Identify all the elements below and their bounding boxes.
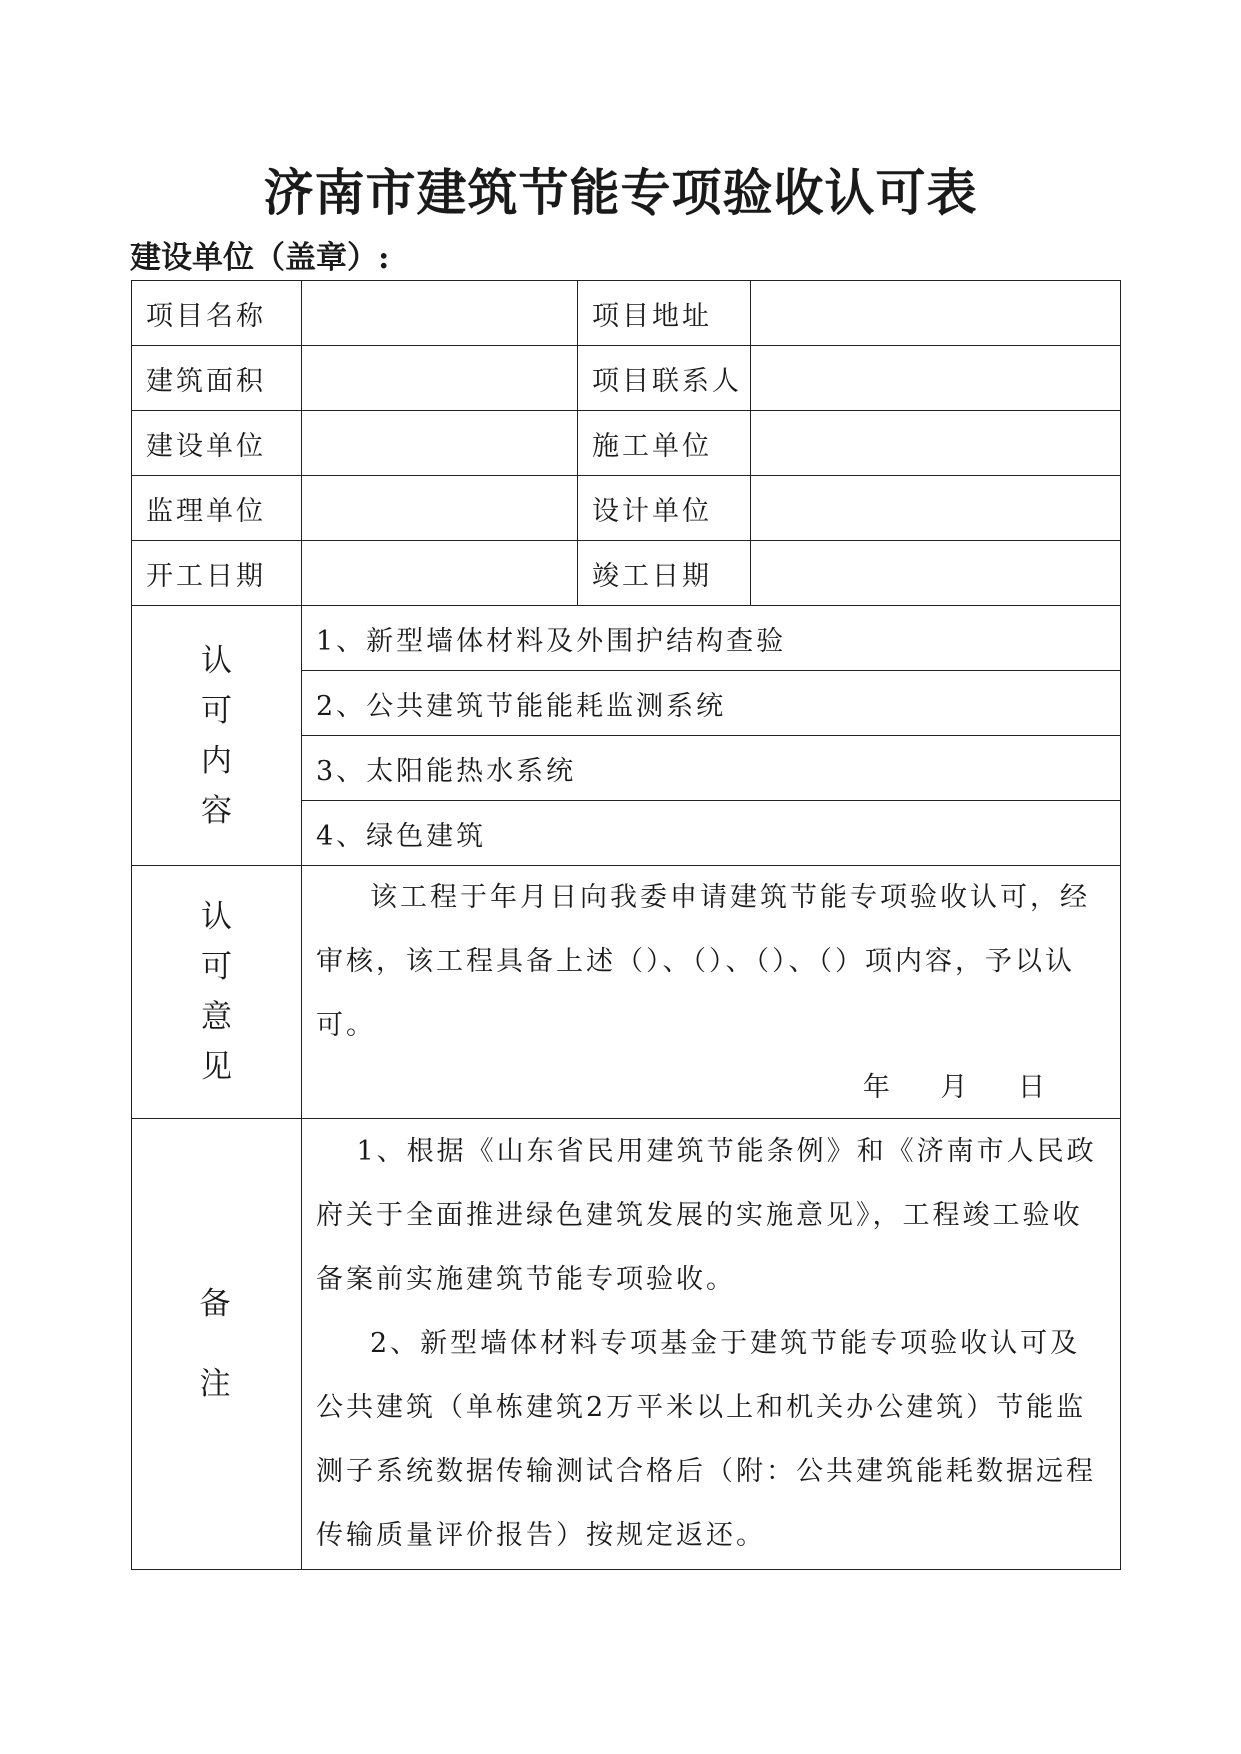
table-row: [132, 606, 1121, 671]
approval-opinion-text: 该工程于年月日向我委申请建筑节能专项验收认可，经审核，该工程具备上述（）、（）、（）、（）项内容，予以认可。: [316, 882, 1090, 1041]
table-row: [132, 346, 1121, 411]
design-unit-label: 设计单位: [578, 476, 751, 541]
construction-unit-field[interactable]: [302, 411, 578, 476]
table-row: [132, 541, 1121, 606]
start-date-field[interactable]: [302, 541, 578, 606]
date-year: 年: [862, 1072, 893, 1103]
acceptance-form-table: [131, 280, 1121, 1570]
content-item[interactable]: 4、绿色建筑: [302, 801, 1121, 866]
completion-date-label: 竣工日期: [578, 541, 751, 606]
supervision-unit-label: 监理单位: [132, 476, 302, 541]
start-date-label: 开工日期: [132, 541, 302, 606]
project-address-field[interactable]: [751, 281, 1121, 346]
remark-2: 2、新型墙体材料专项基金于建筑节能专项验收认可及公共建筑（单栋建筑2万平米以上和机关办公建筑）节能监测子系统数据传输测试合格后（附：公共建筑能耗数据远程传输质量评价报告）按规定返还。: [316, 1328, 1096, 1551]
content-item[interactable]: 2、公共建筑节能能耗监测系统: [302, 671, 1121, 736]
completion-date-field[interactable]: [751, 541, 1121, 606]
table-row: [132, 411, 1121, 476]
builder-unit-label: 施工单位: [578, 411, 751, 476]
design-unit-field[interactable]: [751, 476, 1121, 541]
opinion-date: [316, 1058, 1110, 1118]
page-title: 济南市建筑节能专项验收认可表: [263, 163, 978, 222]
remark-1: 1、根据《山东省民用建筑节能条例》和《济南市人民政府关于全面推进绿色建筑发展的实施意见》，工程竣工验收备案前实施建筑节能专项验收。: [316, 1136, 1097, 1295]
remarks-label: 备 注: [132, 1119, 302, 1570]
remarks-cell: [302, 1119, 1121, 1570]
supervision-unit-field[interactable]: [302, 476, 578, 541]
content-item[interactable]: 3、太阳能热水系统: [302, 736, 1121, 801]
approval-opinion-label: 认 可 意 见: [132, 866, 302, 1119]
construction-unit-label: 建设单位: [132, 411, 302, 476]
project-name-field[interactable]: [302, 281, 578, 346]
project-contact-field[interactable]: [751, 346, 1121, 411]
approval-content-label: 认 可 内 容: [132, 606, 302, 866]
construction-unit-seal-label: 建设单位（盖章）:: [130, 240, 390, 276]
table-row: [132, 476, 1121, 541]
project-address-label: 项目地址: [578, 281, 751, 346]
builder-unit-field[interactable]: [751, 411, 1121, 476]
content-item[interactable]: 1、新型墙体材料及外围护结构查验: [302, 606, 1121, 671]
date-day: 日: [1018, 1072, 1048, 1103]
table-row: [132, 1119, 1121, 1570]
project-name-label: 项目名称: [132, 281, 302, 346]
approval-opinion-cell[interactable]: [302, 866, 1121, 1119]
building-area-field[interactable]: [302, 346, 578, 411]
building-area-label: 建筑面积: [132, 346, 302, 411]
table-row: [132, 281, 1121, 346]
date-month: 月: [940, 1072, 971, 1103]
project-contact-label: 项目联系人: [578, 346, 751, 411]
table-row: [132, 866, 1121, 1119]
